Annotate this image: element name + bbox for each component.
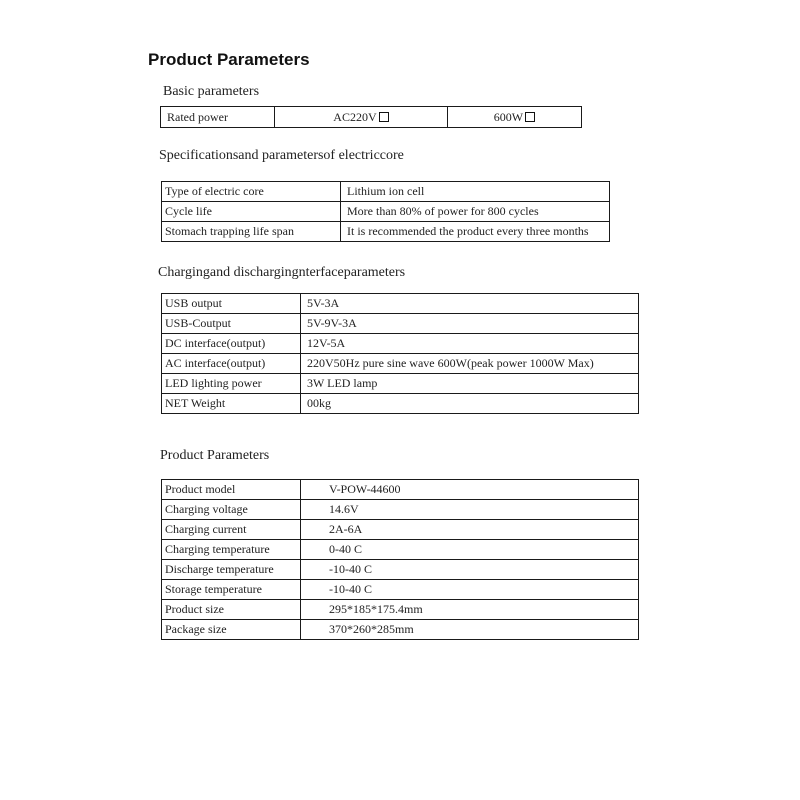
- param-name: Discharge temperature: [162, 560, 301, 580]
- param-value: 5V-9V-3A: [301, 314, 639, 334]
- table-row: [162, 520, 639, 540]
- param-name: DC interface(output): [162, 334, 301, 354]
- param-value: 5V-3A: [301, 294, 639, 314]
- table-row: [162, 182, 610, 202]
- table-row: [162, 500, 639, 520]
- table-row: [162, 202, 610, 222]
- 600w-option: [447, 107, 581, 128]
- table-row: [162, 222, 610, 242]
- table-row: [162, 580, 639, 600]
- param-name: LED lighting power: [162, 374, 301, 394]
- table-row: [162, 620, 639, 640]
- param-name: NET Weight: [162, 394, 301, 414]
- param-name: Charging temperature: [162, 540, 301, 560]
- param-value: V-POW-44600: [301, 480, 639, 500]
- param-name: Type of electric core: [162, 182, 341, 202]
- electric-core-table: [161, 181, 610, 242]
- table-row: [162, 600, 639, 620]
- rated-power-label: Rated power: [161, 107, 275, 128]
- param-value: 295*185*175.4mm: [301, 600, 639, 620]
- ac220v-option: [275, 107, 448, 128]
- table-row: [162, 560, 639, 580]
- param-value: More than 80% of power for 800 cycles: [341, 202, 610, 222]
- param-name: Stomach trapping life span: [162, 222, 341, 242]
- param-name: USB output: [162, 294, 301, 314]
- param-name: Product model: [162, 480, 301, 500]
- param-value: 220V50Hz pure sine wave 600W(peak power 1000W Max): [301, 354, 639, 374]
- table-row: [162, 314, 639, 334]
- page-title: Product Parameters: [148, 50, 310, 69]
- ac220v-label: AC220V: [333, 110, 377, 124]
- param-value: 370*260*285mm: [301, 620, 639, 640]
- product-parameters-table: [161, 479, 639, 640]
- param-name: Storage temperature: [162, 580, 301, 600]
- param-value: -10-40 C: [301, 560, 639, 580]
- param-value: 0-40 C: [301, 540, 639, 560]
- param-name: Charging current: [162, 520, 301, 540]
- interface-parameters-table: [161, 293, 639, 414]
- param-value: 12V-5A: [301, 334, 639, 354]
- interface-parameters-heading: Chargingand dischargingnterfaceparameters: [158, 265, 406, 280]
- param-value: It is recommended the product every three months: [341, 222, 610, 242]
- product-parameters-heading: Product Parameters: [160, 448, 270, 463]
- param-name: Cycle life: [162, 202, 341, 222]
- param-name: Product size: [162, 600, 301, 620]
- param-value: 3W LED lamp: [301, 374, 639, 394]
- param-value: 2A-6A: [301, 520, 639, 540]
- param-value: 14.6V: [301, 500, 639, 520]
- param-name: USB-Coutput: [162, 314, 301, 334]
- param-name: Package size: [162, 620, 301, 640]
- basic-parameters-heading: Basic parameters: [163, 84, 260, 99]
- param-name: AC interface(output): [162, 354, 301, 374]
- ac220v-checkbox[interactable]: [379, 112, 389, 122]
- table-row: [161, 107, 582, 128]
- param-value: Lithium ion cell: [341, 182, 610, 202]
- basic-parameters-table: [160, 106, 582, 128]
- param-value: 00kg: [301, 394, 639, 414]
- table-row: [162, 354, 639, 374]
- table-row: [162, 540, 639, 560]
- electric-core-heading: Specificationsand parametersof electriccore: [159, 148, 404, 163]
- 600w-checkbox[interactable]: [525, 112, 535, 122]
- table-row: [162, 294, 639, 314]
- 600w-label: 600W: [493, 110, 524, 124]
- table-row: [162, 374, 639, 394]
- table-row: [162, 394, 639, 414]
- param-name: Charging voltage: [162, 500, 301, 520]
- param-value: -10-40 C: [301, 580, 639, 600]
- table-row: [162, 480, 639, 500]
- table-row: [162, 334, 639, 354]
